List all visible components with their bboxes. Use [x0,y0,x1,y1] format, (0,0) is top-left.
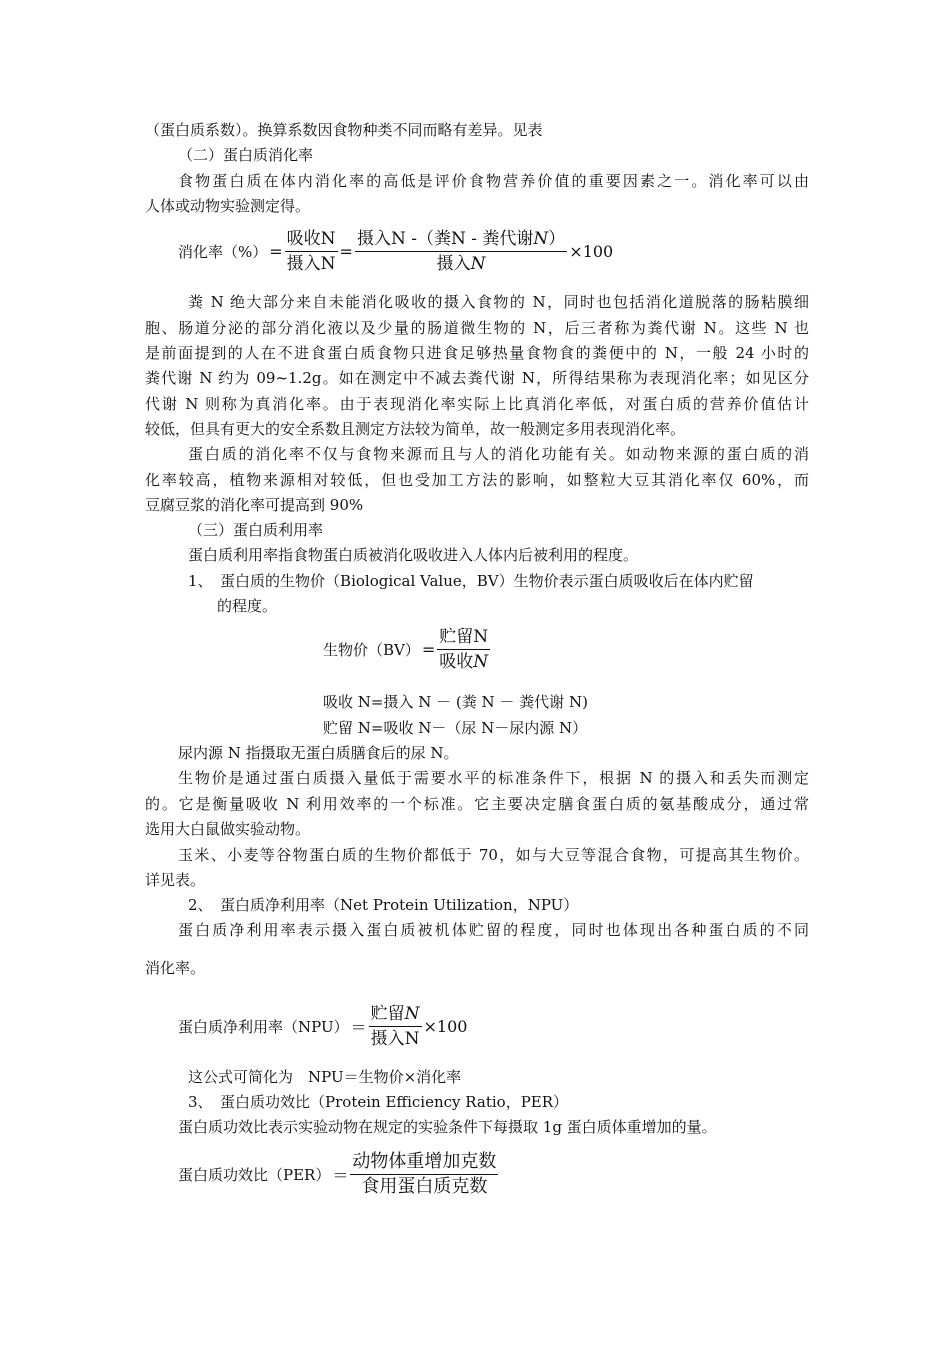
paragraph-line: 胞、肠道分泌的部分消化液以及少量的肠道微生物的 N，后三者称为粪代谢 N。这些 N 也 [145,319,809,337]
paragraph-line: 化率较高，植物来源相对较低，但也受加工方法的影响，如整粒大豆其消化率仅 60%，而 [145,471,809,489]
equals-sign: ＝ [332,1166,349,1185]
paragraph-line: 豆腐豆浆的消化率可提高到 90% [145,496,364,514]
denominator: 摄入N [370,1029,420,1049]
denominator [437,650,490,673]
equals-sign: = [269,242,283,261]
paragraph-line: 食物蛋白质在体内消化率的高低是评价食物营养价值的重要因素之一。消化率可以由 [178,172,809,190]
fraction [355,228,567,275]
equals-sign: = [421,640,436,659]
paragraph-line: 生物价是通过蛋白质摄入量低于需要水平的标准条件下，根据 N 的摄入和丢失而测定 [178,769,809,787]
paragraph-line: 代谢 N 则称为真消化率。由于表现消化率实际上比真消化率低，对蛋白质的营养价值估计 [145,395,809,413]
paragraph-line: 粪代谢 N 约为 09~1.2g。如在测定中不减去粪代谢 N，所得结果称为表现消化率；如见区分 [145,369,809,387]
denominator-text: 摄入 [436,254,471,274]
list-item: 2、 蛋白质净利用率（Net Protein Utilization，NPU） [188,896,579,914]
paragraph-line: 详见表。 [145,871,206,889]
denominator [355,252,567,275]
numerator-text: 贮留 [370,1004,405,1024]
list-item-continuation: 的程度。 [217,597,278,615]
numerator [369,1003,422,1027]
list-item: 1、 蛋白质的生物价（Biological Value，BV）生物价表示蛋白质吸收后在体内贮留 [188,572,754,590]
paragraph-line: 是前面提到的人在不进食蛋白质食物只进食足够热量食物食的粪便中的 N，一般 24 小时的 [145,344,809,362]
paragraph-line: 的。它是衡量吸收 N 利用效率的一个标准。它主要决定膳食蛋白质的氨基酸成分，通过常 [145,795,809,813]
equals-sign: ＝ [350,1018,367,1037]
paragraph-line: （蛋白质系数）。换算系数因食物种类不同而略有差异。见表 [145,121,543,139]
paragraph-line: 人体或动物实验测定得。 [145,197,311,215]
paragraph-line: 玉米、小麦等谷物蛋白质的生物价都低于 70，如与大豆等混合食物，可提高其生物价。 [178,846,809,864]
numerator-var: N [404,1004,420,1024]
list-item: 3、 蛋白质功效比（Protein Efficiency Ratio，PER） [188,1093,569,1111]
paragraph-line: 粪 N 绝大部分来自未能消化吸收的摄入食物的 N，同时也包括消化道脱落的肠粘膜细 [188,293,809,311]
numerator-var: N [533,229,549,249]
formula-lhs: 生物价（BV） [323,641,420,659]
paragraph-line: 蛋白质功效比表示实验动物在规定的实验条件下每摄取 1g 蛋白质体重增加的量。 [178,1118,717,1136]
fraction [437,626,490,673]
numerator: 贮留N [437,626,490,650]
fraction [350,1151,498,1198]
section-heading: （三）蛋白质利用率 [188,521,324,539]
numerator-text: 摄入N -（粪N - 粪代谢 [356,229,534,249]
multiplier: ×100 [423,1017,468,1036]
numerator-text: ） [548,229,566,249]
paragraph-line: 蛋白质利用率指食物蛋白质被消化吸收进入人体内后被利用的程度。 [188,546,639,564]
denominator-var: N [473,652,489,672]
numerator: 吸收N [285,228,338,252]
per-formula [178,1151,498,1198]
denominator: 摄入N [286,254,336,274]
denominator: 食用蛋白质克数 [361,1176,488,1197]
paragraph-line: 消化率。 [145,959,206,977]
formula-lhs: 消化率（%） [178,243,268,261]
paragraph-line: 蛋白质的消化率不仅与食物来源而且与人的消化功能有关。如动物来源的蛋白质的消 [188,445,809,463]
bv-formula [323,626,490,673]
numerator: 动物体重增加克数 [350,1151,498,1175]
fraction [369,1003,422,1050]
paragraph-line: 较低，但具有更大的安全系数且测定方法较为简单，故一般测定多用表现消化率。 [145,420,686,438]
equals-sign: = [339,242,353,261]
paragraph-line: 选用大白鼠做实验动物。 [145,820,311,838]
denominator-var: N [470,254,486,274]
npu-formula [178,1003,469,1050]
formula-lhs: 蛋白质功效比（PER） [178,1166,331,1184]
paragraph-line: 蛋白质净利用率表示摄入蛋白质被机体贮留的程度，同时也体现出各种蛋白质的不同 [178,921,809,939]
formula-line: 贮留 N=吸收 N－（尿 N－尿内源 N） [323,719,588,737]
formula-lhs: 蛋白质净利用率（NPU） [178,1018,349,1036]
numerator [355,228,567,252]
denominator-text: 吸收 [439,652,474,672]
multiplier: ×100 [569,242,614,261]
digestibility-formula [178,228,615,275]
paragraph-line: 尿内源 N 指摄取无蛋白质膳食后的尿 N。 [178,744,459,762]
formula-line: 吸收 N=摄入 N － (粪 N － 粪代谢 N) [323,693,588,711]
paragraph-line: 这公式可简化为 NPU＝生物价×消化率 [188,1068,462,1086]
section-heading: （二）蛋白质消化率 [178,146,314,164]
fraction [285,228,338,275]
